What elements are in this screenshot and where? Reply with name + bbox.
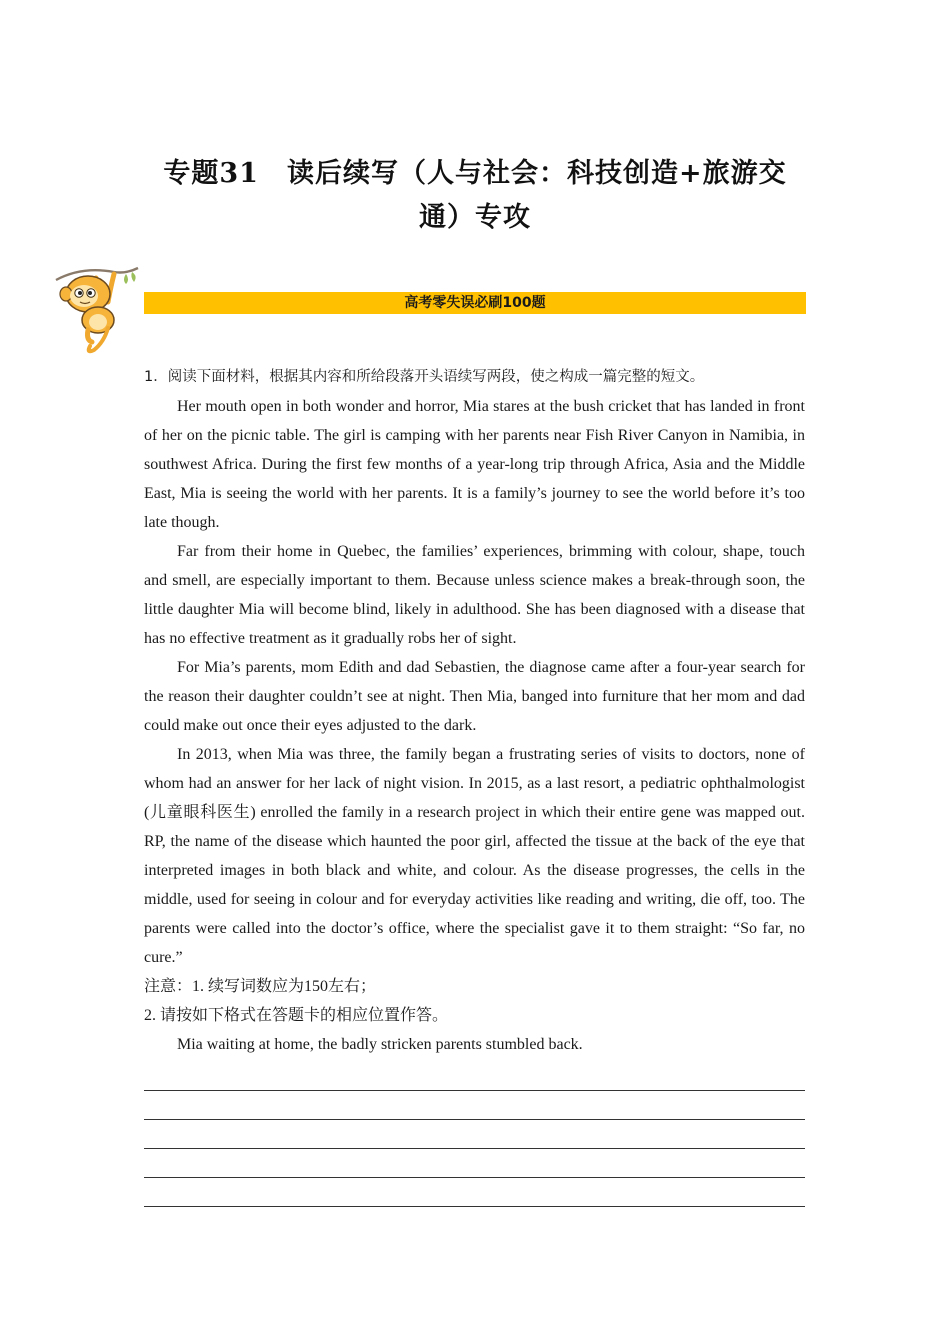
passage-paragraph: In 2013, when Mia was three, the family began a frustrating series of visits to doctors, none of whom had an answer for her lack of night vision. In 2015, as a last resort, a pediatric ophthalmologist (儿童眼科医生) enrolled the family in a research project in which their entire gene was mapped out. RP, the name of the disease which haunted the poor girl, affected the tissue at the back of the eye that interpreted images in both black and white, and colour. As the disease progresses, the cells in the middle, used for seeing in colour and for everyday activities like reading and writing, die off, too. The parents were called into the doctor’s office, where the specialist gave it to them straight: “So far, no cure.” [144,746,805,966]
answer-line[interactable] [144,1091,805,1120]
passage-paragraph: For Mia’s parents, mom Edith and dad Sebastien, the diagnose came after a four-year search for the reason their daughter couldn’t see at night. Then Mia, banged into furniture that her mom and dad could make out once their eyes adjusted to the dark. [144,659,805,734]
question-instruction: 1．阅读下面材料，根据其内容和所给段落开头语续写两段，使之构成一篇完整的短文。 [144,369,705,385]
note-word-count: 注意：1. 续写词数应为150左右； [144,978,377,995]
passage-paragraph: Her mouth open in both wonder and horror, Mia stares at the bush cricket that has landed in front of her on the picnic table. The girl is camping with her parents near Fish River Canyon in Namibia, in southwest Africa. During the first few months of a year-long trip through Africa, Asia and the Middle East, Mia is seeing the world with her parents. It is a family’s journey to see the world before it’s too late though. [144,398,805,531]
monkey-mascot-icon [52,262,142,354]
question-body [144,362,805,1207]
page-title: 专题31 读后续写（人与社会：科技创造+旅游交通）专攻 [163,158,787,233]
answer-line[interactable] [144,1062,805,1091]
answer-line[interactable] [144,1149,805,1178]
answer-line[interactable] [144,1178,805,1207]
note-answer-format: 2. 请按如下格式在答题卡的相应位置作答。 [144,1007,449,1024]
section-banner: 高考零失误必刷100题 [144,292,806,314]
passage-paragraph: Far from their home in Quebec, the families’ experiences, brimming with colour, shape, touch and smell, are especially important to them. Because unless science makes a break-through soon, the little daughter Mia will become blind, likely in adulthood. She has been diagnosed with a disease that has no effective treatment as it gradually robs her of sight. [144,543,805,647]
answer-lines[interactable] [144,1062,805,1207]
continuation-start: Mia waiting at home, the badly stricken parents stumbled back. [177,1036,583,1053]
answer-line[interactable] [144,1120,805,1149]
